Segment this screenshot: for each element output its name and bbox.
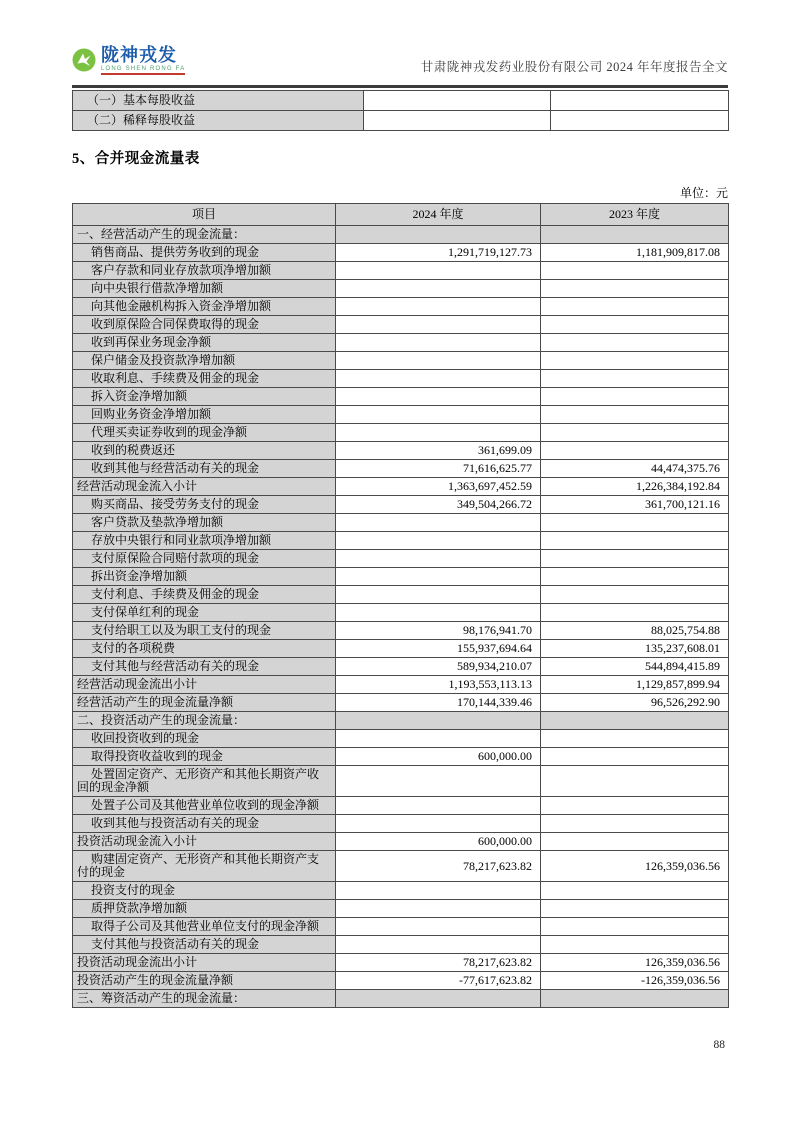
row-label-cell: 代理买卖证券收到的现金净额	[73, 424, 336, 442]
section-title: 5、合并现金流量表	[72, 151, 200, 167]
value-2023-cell	[541, 900, 729, 918]
table-row	[73, 712, 729, 730]
value-2023-cell	[541, 882, 729, 900]
value-2024-cell	[336, 316, 541, 334]
value-2024-cell	[336, 730, 541, 748]
value-2024-cell: 170,144,339.46	[336, 694, 541, 712]
row-label-cell: 拆出资金净增加额	[73, 568, 336, 586]
eps-table	[72, 90, 729, 131]
value-2024-cell	[336, 550, 541, 568]
row-label-cell: 回购业务资金净增加额	[73, 406, 336, 424]
table-row	[73, 406, 729, 424]
table-row	[73, 882, 729, 900]
table-row	[73, 815, 729, 833]
table-row	[73, 111, 729, 131]
table-row	[73, 833, 729, 851]
row-label-cell: （二）稀释每股收益	[73, 111, 364, 131]
value-2024-cell: 600,000.00	[336, 748, 541, 766]
table-row	[73, 748, 729, 766]
row-label-cell: 存放中央银行和同业款项净增加额	[73, 532, 336, 550]
value-2024-cell	[336, 532, 541, 550]
value-2023-cell: 126,359,036.56	[541, 954, 729, 972]
row-label-cell: 支付利息、手续费及佣金的现金	[73, 586, 336, 604]
value-2023-cell	[541, 604, 729, 622]
value-2023-cell	[541, 532, 729, 550]
table-row	[73, 936, 729, 954]
value-2023-cell	[541, 550, 729, 568]
table-row	[73, 496, 729, 514]
value-2023-cell: 126,359,036.56	[541, 851, 729, 882]
row-label-cell: 保户储金及投资款净增加额	[73, 352, 336, 370]
row-label-cell: 投资活动现金流出小计	[73, 954, 336, 972]
row-label-cell: 拆入资金净增加额	[73, 388, 336, 406]
value-2024-cell	[364, 91, 551, 111]
table-row	[73, 972, 729, 990]
row-label-cell: 取得子公司及其他营业单位支付的现金净额	[73, 918, 336, 936]
row-label-cell: 销售商品、提供劳务收到的现金	[73, 244, 336, 262]
value-2024-cell	[336, 900, 541, 918]
value-2023-cell	[541, 424, 729, 442]
value-2023-cell	[541, 334, 729, 352]
table-row	[73, 954, 729, 972]
value-2024-cell	[336, 568, 541, 586]
value-2024-cell	[336, 262, 541, 280]
report-title: 甘肃陇神戎发药业股份有限公司 2024 年年度报告全文	[420, 60, 728, 74]
value-2024-cell	[336, 406, 541, 424]
value-2024-cell	[336, 424, 541, 442]
table-row	[73, 604, 729, 622]
company-logo	[72, 46, 185, 75]
value-2023-cell	[541, 280, 729, 298]
row-label-cell: 收回投资收到的现金	[73, 730, 336, 748]
value-2023-cell	[541, 514, 729, 532]
table-row	[73, 298, 729, 316]
logo-circle-icon	[72, 48, 96, 72]
row-label-cell: 取得投资收益收到的现金	[73, 748, 336, 766]
table-row	[73, 694, 729, 712]
row-label-cell: 客户存款和同业存放款项净增加额	[73, 262, 336, 280]
value-2024-cell: 71,616,625.77	[336, 460, 541, 478]
value-2023-cell	[541, 748, 729, 766]
value-2024-cell	[336, 882, 541, 900]
value-2023-cell	[541, 442, 729, 460]
row-label-cell: 经营活动产生的现金流量净额	[73, 694, 336, 712]
value-2023-cell	[541, 370, 729, 388]
page-number: 88	[713, 1039, 725, 1051]
table-row	[73, 730, 729, 748]
table-row	[73, 640, 729, 658]
row-label-cell: （一）基本每股收益	[73, 91, 364, 111]
value-2023-cell: -126,359,036.56	[541, 972, 729, 990]
value-2023-cell	[541, 586, 729, 604]
column-header-2023: 2023 年度	[541, 204, 729, 226]
table-row	[73, 442, 729, 460]
value-2024-cell	[364, 111, 551, 131]
value-2024-cell	[336, 990, 541, 1008]
table-row	[73, 334, 729, 352]
row-label-cell: 支付的各项税费	[73, 640, 336, 658]
value-2023-cell: 1,129,857,899.94	[541, 676, 729, 694]
value-2023-cell: 96,526,292.90	[541, 694, 729, 712]
row-label-cell: 质押贷款净增加额	[73, 900, 336, 918]
value-2023-cell	[541, 815, 729, 833]
value-2023-cell	[551, 91, 729, 111]
brand-name-cn: 陇神戎发	[101, 45, 177, 65]
value-2023-cell	[551, 111, 729, 131]
value-2023-cell	[541, 316, 729, 334]
table-row	[73, 352, 729, 370]
row-label-cell: 经营活动现金流出小计	[73, 676, 336, 694]
value-2024-cell: 78,217,623.82	[336, 851, 541, 882]
table-row	[73, 514, 729, 532]
value-2023-cell: 44,474,375.76	[541, 460, 729, 478]
row-label-cell: 三、筹资活动产生的现金流量：	[73, 990, 336, 1008]
value-2023-cell	[541, 918, 729, 936]
row-label-cell: 支付其他与经营活动有关的现金	[73, 658, 336, 676]
row-label-cell: 收到其他与经营活动有关的现金	[73, 460, 336, 478]
value-2023-cell	[541, 388, 729, 406]
row-label-cell: 支付给职工以及为职工支付的现金	[73, 622, 336, 640]
value-2024-cell	[336, 936, 541, 954]
value-2024-cell	[336, 766, 541, 797]
value-2023-cell	[541, 712, 729, 730]
unit-label: 单位：元	[679, 186, 728, 200]
value-2023-cell	[541, 406, 729, 424]
table-row	[73, 622, 729, 640]
value-2024-cell	[336, 370, 541, 388]
value-2023-cell	[541, 262, 729, 280]
value-2024-cell: 155,937,694.64	[336, 640, 541, 658]
row-label-cell: 投资活动现金流入小计	[73, 833, 336, 851]
table-row	[73, 478, 729, 496]
value-2024-cell	[336, 280, 541, 298]
brand-name-en: LONG SHEN RONG FA	[101, 66, 185, 75]
cashflow-table-body	[73, 226, 729, 1008]
value-2024-cell: 1,193,553,113.13	[336, 676, 541, 694]
table-row	[73, 900, 729, 918]
row-label-cell: 收到其他与投资活动有关的现金	[73, 815, 336, 833]
value-2023-cell: 88,025,754.88	[541, 622, 729, 640]
table-row	[73, 388, 729, 406]
table-row	[73, 797, 729, 815]
value-2024-cell	[336, 388, 541, 406]
row-label-cell: 投资活动产生的现金流量净额	[73, 972, 336, 990]
table-row	[73, 280, 729, 298]
value-2023-cell	[541, 833, 729, 851]
row-label-cell: 支付原保险合同赔付款项的现金	[73, 550, 336, 568]
row-label-cell: 购买商品、接受劳务支付的现金	[73, 496, 336, 514]
table-row	[73, 658, 729, 676]
table-row	[73, 918, 729, 936]
value-2024-cell: 1,291,719,127.73	[336, 244, 541, 262]
row-label-cell: 收到再保业务现金净额	[73, 334, 336, 352]
value-2023-cell	[541, 352, 729, 370]
row-label-cell: 客户贷款及垫款净增加额	[73, 514, 336, 532]
value-2024-cell	[336, 815, 541, 833]
cashflow-table	[72, 203, 729, 1008]
table-row	[73, 766, 729, 797]
value-2023-cell	[541, 936, 729, 954]
table-row	[73, 460, 729, 478]
value-2024-cell: 589,934,210.07	[336, 658, 541, 676]
table-row	[73, 262, 729, 280]
value-2023-cell: 1,181,909,817.08	[541, 244, 729, 262]
table-row	[73, 91, 729, 111]
row-label-cell: 一、经营活动产生的现金流量：	[73, 226, 336, 244]
value-2023-cell	[541, 730, 729, 748]
cashflow-header-row	[73, 204, 729, 226]
row-label-cell: 处置固定资产、无形资产和其他长期资产收回的现金净额	[73, 766, 336, 797]
table-row	[73, 586, 729, 604]
row-label-cell: 投资支付的现金	[73, 882, 336, 900]
value-2023-cell: 544,894,415.89	[541, 658, 729, 676]
row-label-cell: 向其他金融机构拆入资金净增加额	[73, 298, 336, 316]
table-row	[73, 851, 729, 882]
row-label-cell: 收到原保险合同保费取得的现金	[73, 316, 336, 334]
value-2023-cell	[541, 298, 729, 316]
row-label-cell: 二、投资活动产生的现金流量：	[73, 712, 336, 730]
value-2024-cell: 600,000.00	[336, 833, 541, 851]
row-label-cell: 处置子公司及其他营业单位收到的现金净额	[73, 797, 336, 815]
value-2023-cell	[541, 990, 729, 1008]
row-label-cell: 支付其他与投资活动有关的现金	[73, 936, 336, 954]
value-2024-cell: 1,363,697,452.59	[336, 478, 541, 496]
value-2023-cell: 135,237,608.01	[541, 640, 729, 658]
value-2024-cell	[336, 298, 541, 316]
row-label-cell: 收取利息、手续费及佣金的现金	[73, 370, 336, 388]
table-row	[73, 316, 729, 334]
table-row	[73, 244, 729, 262]
table-row	[73, 226, 729, 244]
value-2024-cell	[336, 586, 541, 604]
value-2023-cell	[541, 226, 729, 244]
table-row	[73, 550, 729, 568]
table-row	[73, 676, 729, 694]
row-label-cell: 向中央银行借款净增加额	[73, 280, 336, 298]
table-row	[73, 424, 729, 442]
value-2024-cell	[336, 712, 541, 730]
table-row	[73, 370, 729, 388]
value-2024-cell	[336, 797, 541, 815]
value-2024-cell: -77,617,623.82	[336, 972, 541, 990]
value-2024-cell: 98,176,941.70	[336, 622, 541, 640]
table-row	[73, 532, 729, 550]
value-2023-cell	[541, 797, 729, 815]
value-2024-cell: 78,217,623.82	[336, 954, 541, 972]
column-header-2024: 2024 年度	[336, 204, 541, 226]
value-2024-cell	[336, 352, 541, 370]
row-label-cell: 支付保单红利的现金	[73, 604, 336, 622]
value-2023-cell	[541, 568, 729, 586]
column-header-item: 项目	[73, 204, 336, 226]
header-divider	[72, 85, 728, 88]
row-label-cell: 收到的税费返还	[73, 442, 336, 460]
value-2024-cell: 349,504,266.72	[336, 496, 541, 514]
value-2024-cell	[336, 226, 541, 244]
table-row	[73, 990, 729, 1008]
value-2024-cell	[336, 918, 541, 936]
value-2023-cell: 1,226,384,192.84	[541, 478, 729, 496]
table-row	[73, 568, 729, 586]
value-2024-cell	[336, 604, 541, 622]
value-2024-cell: 361,699.09	[336, 442, 541, 460]
value-2024-cell	[336, 334, 541, 352]
value-2024-cell	[336, 514, 541, 532]
value-2023-cell	[541, 766, 729, 797]
eps-table-body	[73, 91, 729, 131]
row-label-cell: 购建固定资产、无形资产和其他长期资产支付的现金	[73, 851, 336, 882]
row-label-cell: 经营活动现金流入小计	[73, 478, 336, 496]
value-2023-cell: 361,700,121.16	[541, 496, 729, 514]
